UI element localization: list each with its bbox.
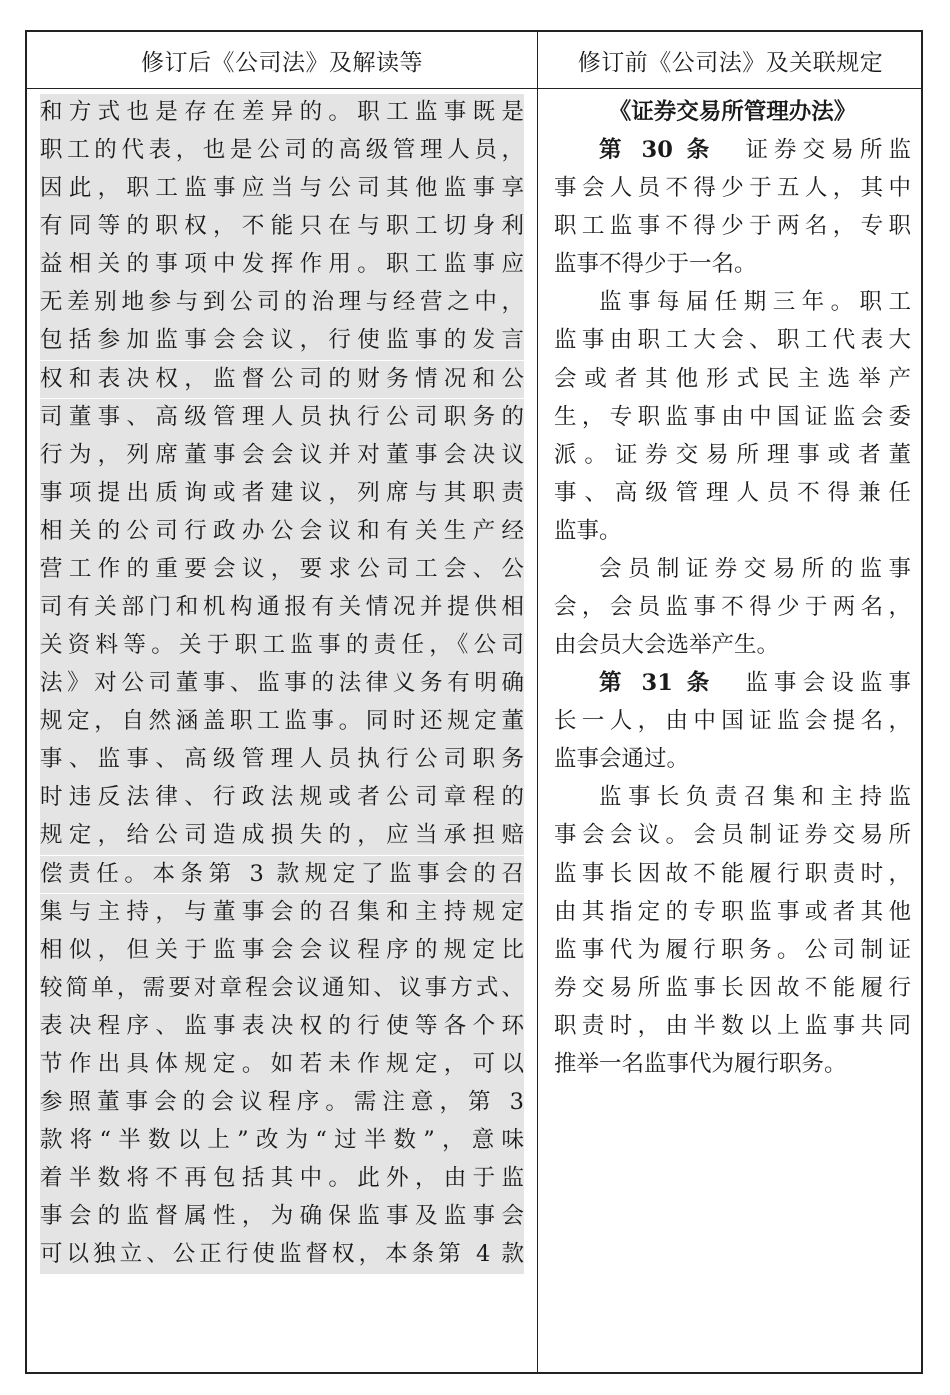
left-line: 表决程序、监事表决权的行使等各个环 — [40, 1008, 524, 1046]
right-line: 监事代为履行职务。公司制证 — [554, 936, 911, 963]
left-line: 事会的监督属性，为确保监事及监事会 — [40, 1198, 524, 1236]
article-31-first-line — [554, 665, 911, 703]
left-line: 法》对公司董事、监事的法律义务有明确 — [40, 665, 524, 703]
left-line: 关资料等。关于职工监事的责任，《公司 — [40, 627, 524, 665]
left-line: 参照董事会的会议程序。需注意，第 3 — [40, 1084, 524, 1122]
left-line: 营工作的重要会议，要求公司工会、公 — [40, 551, 524, 589]
right-line: 长一人，由中国证监会提名， — [554, 708, 911, 735]
left-line: 较简单，需要对章程会议通知、议事方式、 — [40, 970, 524, 1008]
right-line: 会员制证券交易所的监事 — [599, 555, 911, 582]
article-30-label: 第 30 条 — [599, 137, 716, 164]
right-line: 事会会议。会员制证券交易所 — [554, 822, 911, 849]
left-line: 行为，列席董事会会议并对董事会决议 — [40, 437, 524, 475]
left-line: 规定，给公司造成损失的，应当承担赔 — [40, 817, 524, 855]
right-line: 监事长负责召集和主持监 — [599, 784, 911, 811]
left-line: 权和表决权，监督公司的财务情况和公 — [40, 361, 524, 399]
left-line: 包括参加监事会会议，行使监事的发言 — [40, 322, 524, 360]
right-column-body — [554, 94, 911, 1084]
left-line: 款将“半数以上”改为“过半数”，意味 — [40, 1122, 524, 1160]
right-line: 由其指定的专职监事或者其他 — [554, 898, 911, 925]
left-line: 有同等的职权，不能只在与职工切身利 — [40, 208, 524, 246]
right-line: 监事。 — [554, 517, 622, 544]
right-line: 由会员大会选举产生。 — [554, 632, 780, 659]
article-31-text: 监事会设监事 — [745, 670, 911, 697]
right-line: 会，会员监事不得少于两名， — [554, 594, 911, 621]
left-line: 可以独立、公正行使监督权，本条第 4 款 — [40, 1236, 524, 1274]
column-divider — [537, 32, 538, 1372]
left-line: 偿责任。本条第 3 款规定了监事会的召 — [40, 856, 524, 894]
right-line: 生，专职监事由中国证监会委 — [554, 403, 911, 430]
comparison-table — [25, 30, 923, 1374]
left-line: 事、监事、高级管理人员执行公司职务 — [40, 741, 524, 779]
left-line: 相关的公司行政办公会议和有关生产经 — [40, 513, 524, 551]
left-line: 因此，职工监事应当与公司其他监事享 — [40, 170, 524, 208]
right-line: 职责时，由半数以上监事共同 — [554, 1012, 911, 1039]
left-column-body — [40, 94, 524, 1274]
left-line: 益相关的事项中发挥作用。职工监事应 — [40, 246, 524, 284]
article-31-label: 第 31 条 — [599, 670, 716, 697]
article-30-text: 证券交易所监 — [745, 137, 911, 164]
article-30-first-line — [554, 132, 911, 170]
law-title: 《证券交易所管理办法》 — [608, 99, 857, 125]
left-line: 着半数将不再包括其中。此外，由于监 — [40, 1160, 524, 1198]
left-line: 集与主持，与董事会的召集和主持规定 — [40, 894, 524, 932]
right-line: 派。证券交易所理事或者董 — [554, 441, 911, 468]
left-line: 时违反法律、行政法规或者公司章程的 — [40, 779, 524, 817]
left-line: 节作出具体规定。如若未作规定，可以 — [40, 1046, 524, 1084]
right-line: 职工监事不得少于两名，专职 — [554, 213, 911, 240]
right-line: 事、高级管理人员不得兼任 — [554, 479, 911, 506]
right-column-header: 修订前《公司法》及关联规定 — [577, 49, 884, 76]
left-line: 职工的代表，也是公司的高级管理人员， — [40, 132, 524, 170]
right-line: 监事长因故不能履行职责时， — [554, 860, 911, 887]
right-line: 会或者其他形式民主选举产 — [554, 365, 911, 392]
left-line: 规定，自然涵盖职工监事。同时还规定董 — [40, 703, 524, 741]
left-column-header: 修订后《公司法》及解读等 — [141, 49, 423, 76]
left-line: 事项提出质询或者建议，列席与其职责 — [40, 475, 524, 513]
left-line: 司董事、高级管理人员执行公司职务的 — [40, 399, 524, 437]
right-line: 监事不得少于一名。 — [554, 251, 757, 278]
right-line: 监事会通过。 — [554, 746, 690, 773]
left-line: 司有关部门和机构通报有关情况并提供相 — [40, 589, 524, 627]
header-divider — [27, 88, 921, 89]
right-line: 券交易所监事长因故不能履行 — [554, 974, 911, 1001]
left-line: 无差别地参与到公司的治理与经营之中， — [40, 284, 524, 322]
right-line: 推举一名监事代为履行职务。 — [554, 1050, 847, 1077]
left-line: 相似，但关于监事会会议程序的规定比 — [40, 932, 524, 970]
right-line: 监事由职工大会、职工代表大 — [554, 327, 911, 354]
right-line: 监事每届任期三年。职工 — [599, 289, 911, 316]
left-line: 和方式也是存在差异的。职工监事既是 — [40, 94, 524, 132]
right-line: 事会人员不得少于五人，其中 — [554, 175, 911, 202]
